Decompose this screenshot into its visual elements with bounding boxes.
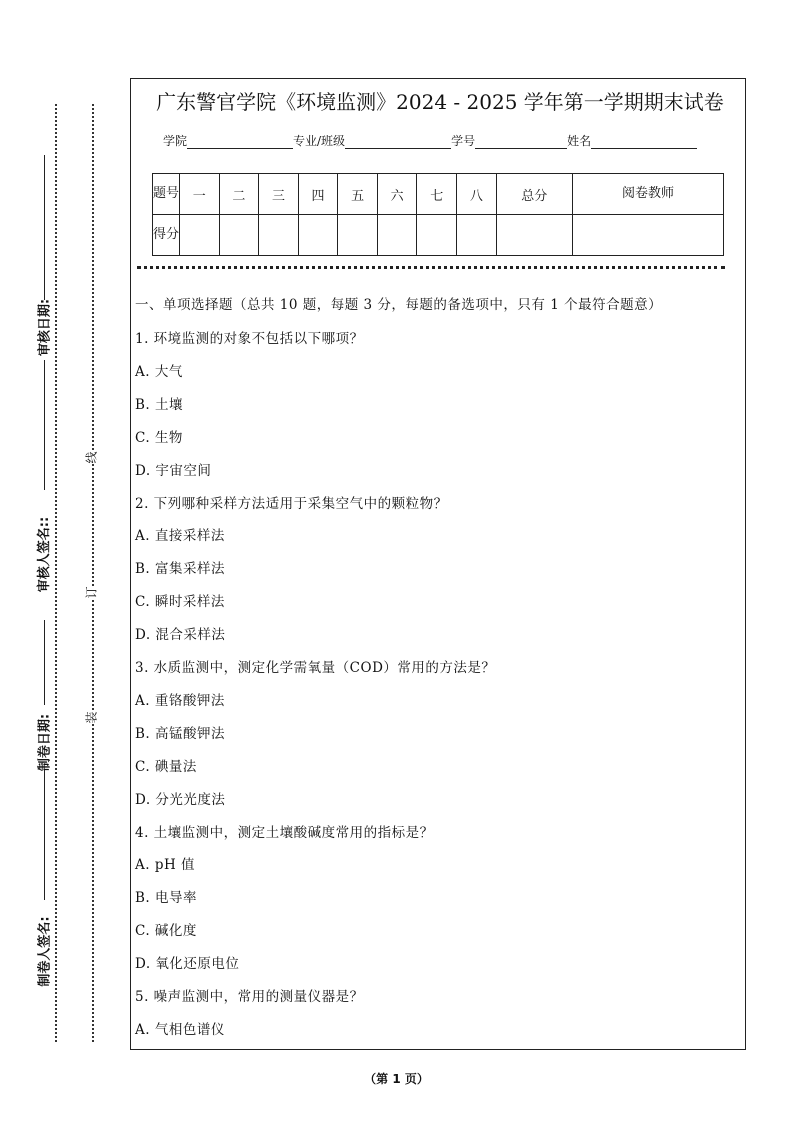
- row-label: 题号: [153, 174, 180, 215]
- answer-option: D. 宇宙空间: [135, 462, 212, 479]
- question-stem: 1. 环境监测的对象不包括以下哪项？: [135, 331, 364, 347]
- field-label-name: 姓名: [567, 134, 592, 148]
- bind-mark-order: 订: [81, 586, 102, 598]
- review-date-label: 审核日期:: [37, 298, 53, 357]
- score-cell[interactable]: [417, 215, 457, 256]
- margin-dotted-line: [55, 104, 57, 1042]
- answer-option: A. 重铬酸钾法: [135, 692, 225, 709]
- answer-option: C. 生物: [135, 429, 183, 446]
- make-date-label: 制卷日期:: [37, 713, 53, 772]
- answer-option: C. 瞬时采样法: [135, 594, 225, 611]
- col-header: 四: [298, 174, 338, 215]
- score-cell[interactable]: [457, 215, 497, 256]
- score-cell[interactable]: [338, 215, 378, 256]
- score-cell[interactable]: [496, 215, 572, 256]
- col-header: 八: [457, 174, 497, 215]
- make-date-line: [44, 620, 45, 705]
- answer-option: C. 碘量法: [135, 758, 197, 775]
- answer-option: B. 高锰酸钾法: [135, 725, 226, 742]
- score-cell[interactable]: [573, 215, 724, 256]
- binding-dotted-line: [92, 104, 94, 1042]
- score-cell[interactable]: [219, 215, 259, 256]
- answer-option: D. 混合采样法: [135, 627, 226, 644]
- col-header: 五: [338, 174, 378, 215]
- col-header: 阅卷教师: [573, 174, 724, 215]
- student-id-field[interactable]: [475, 134, 567, 149]
- answer-option: B. 富集采样法: [135, 561, 226, 578]
- answer-option: C. 碱化度: [135, 923, 197, 940]
- name-field[interactable]: [591, 134, 697, 149]
- bind-mark-bind: 装: [81, 711, 102, 723]
- answer-option: A. 大气: [135, 363, 183, 380]
- student-info: [163, 132, 697, 149]
- question-stem: 5. 噪声监测中，常用的测量仪器是？: [135, 989, 364, 1005]
- page-number: （第 1 页）: [364, 1072, 429, 1086]
- score-table-header-row: [153, 174, 724, 215]
- field-label-id: 学号: [451, 134, 476, 148]
- major-field[interactable]: [345, 134, 451, 149]
- row-label: 得分: [153, 215, 180, 256]
- col-header: 三: [259, 174, 299, 215]
- review-date-line: [44, 155, 45, 300]
- col-header: 总分: [496, 174, 572, 215]
- answer-option: D. 分光光度法: [135, 791, 226, 808]
- maker-sign-label: 制卷人签名:: [37, 916, 53, 987]
- score-cell[interactable]: [180, 215, 220, 256]
- score-cell[interactable]: [259, 215, 299, 256]
- field-label-major: 专业/班级: [293, 134, 346, 148]
- score-table: [152, 173, 724, 256]
- reviewer-sign-label: 审核人签名::: [37, 516, 52, 593]
- page-title: 广东警官学院《环境监测》2024 - 2025 学年第一学期期末试卷: [156, 90, 724, 114]
- reviewer-sign-line: [44, 360, 45, 490]
- answer-option: A. 直接采样法: [135, 528, 225, 545]
- answer-option: B. 电导率: [135, 890, 198, 907]
- col-header: 六: [377, 174, 417, 215]
- answer-option: D. 氧化还原电位: [135, 956, 240, 973]
- score-cell[interactable]: [377, 215, 417, 256]
- col-header: 一: [180, 174, 220, 215]
- col-header: 七: [417, 174, 457, 215]
- college-field[interactable]: [187, 134, 293, 149]
- answer-option: A. pH 值: [135, 857, 196, 874]
- score-cell[interactable]: [298, 215, 338, 256]
- score-table-score-row: [153, 215, 724, 256]
- answer-option: A. 气相色谱仪: [135, 1021, 225, 1038]
- section-heading: 一、单项选择题（总共 10 题，每题 3 分，每题的备选项中，只有 1 个最符合题意）: [135, 297, 663, 313]
- question-stem: 3. 水质监测中，测定化学需氧量（COD）常用的方法是？: [135, 660, 496, 676]
- bind-mark-line: 线: [81, 451, 102, 463]
- question-stem: 2. 下列哪种采样方法适用于采集空气中的颗粒物？: [135, 495, 448, 512]
- answer-option: B. 土壤: [135, 396, 184, 413]
- question-stem: 4. 土壤监测中，测定土壤酸碱度常用的指标是？: [135, 824, 434, 841]
- divider: [137, 266, 725, 269]
- col-header: 二: [219, 174, 259, 215]
- field-label-college: 学院: [163, 134, 188, 148]
- maker-sign-line: [44, 770, 45, 900]
